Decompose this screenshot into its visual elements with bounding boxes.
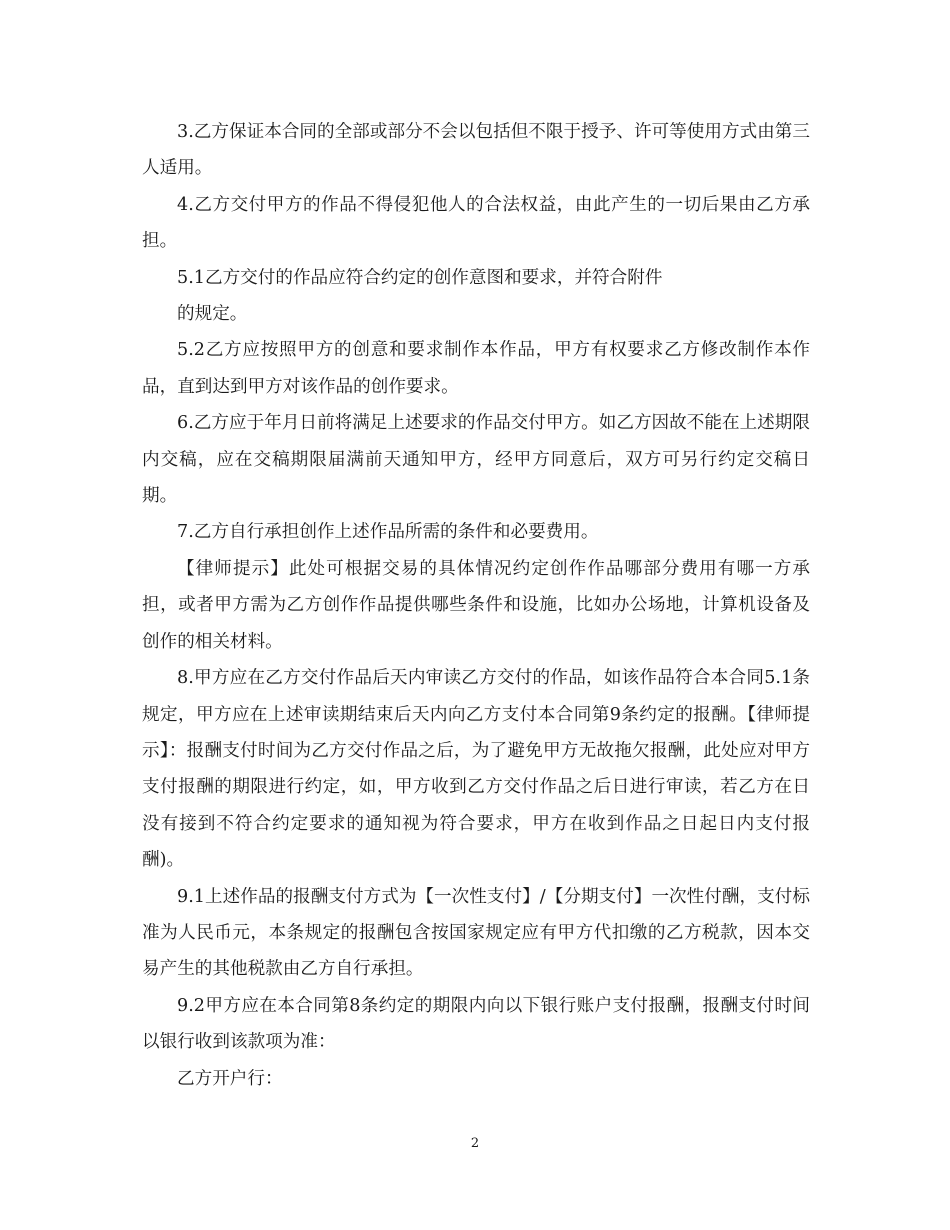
clause-7: 7.乙方自行承担创作上述作品所需的条件和必要费用。 [177, 522, 599, 543]
bank-label: 乙方开户行： [177, 1068, 283, 1089]
clause-9-1: 9.1上述作品的报酬支付方式为【一次性支付】/【分期支付】一次性付酬，支付标准为人民币元，本条规定的报酬包含按国家规定应有甲方代扣缴的乙方税款，因本交易产生的其他税款由乙方自行承担。 [142, 886, 810, 980]
contract-body [142, 114, 810, 1097]
clause-5-1-continued: 的规定。 [177, 304, 248, 325]
clause-6: 6.乙方应于年月日前将满足上述要求的作品交付甲方。如乙方因故不能在上述期限内交稿，应在交稿期限届满前天通知甲方，经甲方同意后，双方可另行约定交稿日期。 [142, 413, 810, 507]
clause-4: 4.乙方交付甲方的作品不得侵犯他人的合法权益，由此产生的一切后果由乙方承担。 [142, 194, 810, 252]
page-number: 2 [470, 1136, 480, 1151]
clause-9-2: 9.2甲方应在本合同第8条约定的期限内向以下银行账户支付报酬，报酬支付时间以银行收到该款项为准： [142, 995, 810, 1053]
lawyer-note-7: 【律师提示】此处可根据交易的具体情况约定创作作品哪部分费用有哪一方承担，或者甲方需为乙方创作作品提供哪些条件和设施，比如办公场地，计算机设备及创作的相关材料。 [142, 558, 810, 652]
clause-5-1: 5.1乙方交付的作品应符合约定的创作意图和要求，并符合附件 [177, 267, 663, 288]
clause-5-2: 5.2乙方应按照甲方的创意和要求制作本作品，甲方有权要求乙方修改制作本作品，直到达到甲方对该作品的创作要求。 [142, 340, 810, 397]
clause-3: 3.乙方保证本合同的全部或部分不会以包括但不限于授予、许可等使用方式由第三人适用。 [142, 122, 810, 179]
clause-8: 8.甲方应在乙方交付作品后天内审读乙方交付的作品，如该作品符合本合同5.1条规定，甲方应在上述审读期结束后天内向乙方支付本合同第9条约定的报酬。【律师提示】：报酬支付时间为乙方交付作品之后，为了避免甲方无故拖欠报酬，此处应对甲方支付报酬的期限进行约定，如，甲方收到乙方交付作品之后日进行审读，若乙方在日没有接到不符合约定要求的通知视为符合要求，甲方在收到作品之日起日内支付报酬)。 [142, 668, 810, 871]
